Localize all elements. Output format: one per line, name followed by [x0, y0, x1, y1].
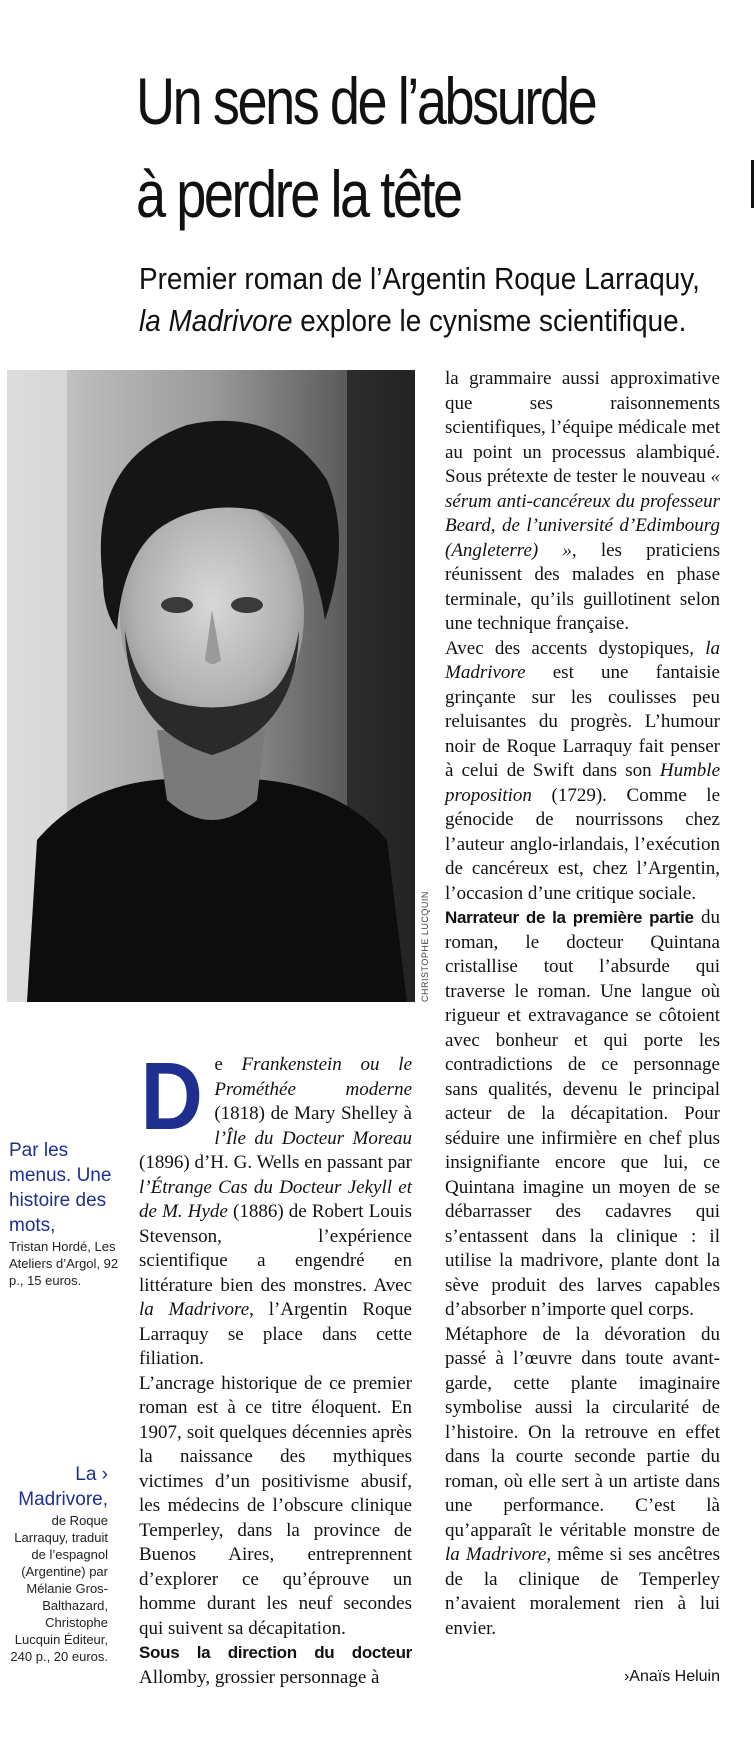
subtitle-book-title: la Madrivore	[139, 303, 293, 338]
section-lead: Narrateur de la première partie	[445, 908, 694, 927]
right-paragraph-2: Avec des accents dystopiques, la Madrivore est une fantaisie grinçante sur les coulisses peu reluisantes du progrès. L’humour noir de Roque Larraquy fait penser à celui de Swift dans son Humble proposition (1729). Comme le génocide de nourrissons chez l’auteur anglo-irlandais, l’exécution de cancéreux est, chez l’Argentin, l’occasion d’une critique sociale.	[445, 637, 720, 904]
title-line-2: à perdre la tête	[136, 157, 461, 231]
subtitle-line-1: Premier roman de l’Argentin Roque Larraquy,	[139, 261, 700, 296]
subtitle-line-2: explore le cynisme scientifique.	[292, 303, 687, 338]
author-photo	[7, 370, 415, 1002]
left-paragraph-3	[139, 1641, 412, 1690]
left-paragraph-2: L’ancrage historique de ce premier roman est à ce titre éloquent. En 1907, soit quelques décennies après la naissance des mythiques victimes d’un positivisme abusif, les médecins de l’obscure clinique Temperley, dans la province de Buenos Aires, entreprennent d’explorer ce qu’éprouve un homme durant les neuf secondes qui suivent sa décapitation.	[139, 1372, 412, 1639]
book-1-info: Tristan Hordé, Les Ateliers d’Argol, 92 p., 15 euros.	[9, 1239, 119, 1288]
title-line-1: Un sens de l’absurde	[136, 64, 596, 138]
book-2-title: La › Madrivore,	[18, 1464, 108, 1510]
right-paragraph-3	[445, 906, 720, 1323]
section-lead: Sous la direction du docteur	[139, 1643, 412, 1662]
right-paragraph-4: Métaphore de la dévoration du passé à l’œuvre dans toute avant-garde, cette plante imaginaire symbolise aussi la circularité de l’histoire. On la retrouve en effet dans la courte seconde partie du roman, où elle sert à un artiste dans une performance. C’est là qu’apparaît le véritable monstre de la Madrivore, même si ses ancêtres de la clinique de Temperley n’avaient moralement rien à lui envier.	[445, 1323, 720, 1639]
left-paragraph-3-text: Allomby, grossier personnage à	[139, 1666, 380, 1688]
book-2-info: de Roque Larraquy, traduit de l’espagnol (Argentine) par Mélanie Gros-Balthazard, Christophe Lucquin Éditeur, 240 p., 20 euros.	[10, 1513, 108, 1664]
article-subtitle	[139, 258, 700, 342]
article-title	[136, 55, 628, 241]
dropcap: D	[140, 1043, 203, 1150]
right-paragraph-3-text: du roman, le docteur Quintana cristallise tout l’absurde qui traverse le roman. Une langue où rigueur et extravagance se côtoient avec bonheur et qui porte les contradictions de ce personnage sans qualités, devenu le principal acteur de la décapitation. Pour séduire une infirmière en chef plus insignifiante encore que lui, ce Quintana imagine un moyen de se débarrasser des cadavres qui s’entassent dans la clinique : il utilise la madrivore, plante dont la sève produit des larves capables d’absorber n’importe quel corps.	[445, 907, 721, 1320]
sidebar-book-1	[9, 1138, 119, 1289]
author-signature: ›Anaïs Heluin	[623, 1668, 720, 1685]
book-1-title: Par les menus. Une histoire des mots,	[9, 1140, 112, 1236]
left-column	[139, 1043, 413, 1690]
right-paragraph-1: la grammaire aussi approximative que ses raisonnements scientifiques, l’équipe médicale met au point un processus alambiqué. Sous prétexte de tester le nouveau « sérum anti-cancéreux du professeur Beard, de l’université d’Edimbourg (Angleterre) », les praticiens réunissent des malades en phase terminale, qu’ils guillotinent selon une technique française.	[445, 368, 721, 634]
sidebar-book-2	[0, 1462, 108, 1665]
intro-text: e Frankenstein ou le Prométhée moderne (1818) de Mary Shelley à l’Île du Docteur Moreau (1896) d’H. G. Wells en passant par l’Étrange Cas du Docteur Jekyll et de M. Hyde (1886) de Robert Louis Stevenson, l’expérience scientifique a engendré en littérature bien des monstres. Avec la Madrivore, l’Argentin Roque Larraquy se place dans cette filiation.	[139, 1054, 413, 1369]
edge-rule	[751, 160, 754, 208]
right-column	[445, 367, 720, 1641]
intro-paragraph	[139, 1043, 413, 1372]
photo-credit: CHRISTOPHE LUCQUIN	[420, 891, 430, 1002]
